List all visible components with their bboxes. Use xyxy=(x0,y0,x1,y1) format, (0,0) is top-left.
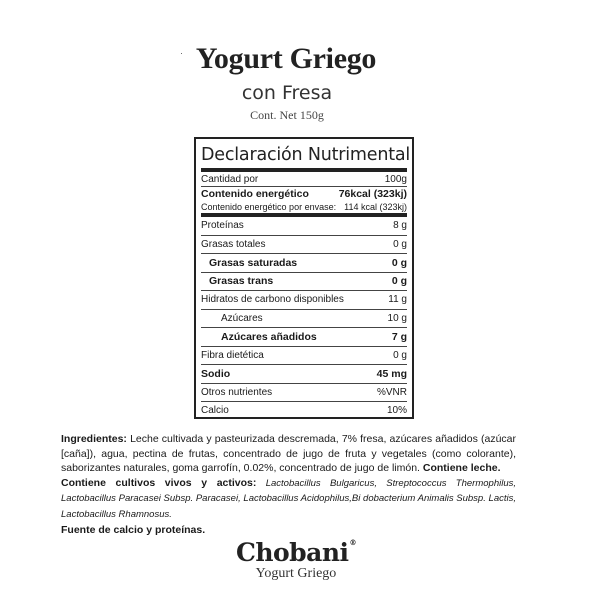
nutrient-row-calcio xyxy=(201,402,407,420)
registered-mark: ® xyxy=(349,538,357,547)
serving-value: 100g xyxy=(384,173,407,185)
nutrient-label: Grasas saturadas xyxy=(209,256,298,269)
nutrient-label: Calcio xyxy=(201,405,229,417)
nutrient-label: Azúcares añadidos xyxy=(221,330,317,343)
product-subtitle: con Fresa xyxy=(241,82,333,104)
net-content: Cont. Net 150g xyxy=(250,108,324,122)
nutrient-value: 7 g xyxy=(391,330,407,343)
nutrient-label: Hidratos de carbono disponibles xyxy=(201,294,344,306)
allergen-note: Contiene leche. xyxy=(422,462,501,475)
nutrition-panel xyxy=(194,137,414,419)
nutrient-value: 0 g xyxy=(391,275,407,288)
brand-name: Chobani xyxy=(235,538,349,567)
nutrition-title: Declaración Nutrimental xyxy=(201,145,411,165)
nutrient-row-grasas-saturadas xyxy=(201,254,407,273)
nutrient-row-otros xyxy=(201,384,407,403)
nutrient-row-fibra xyxy=(201,347,407,366)
energy-row xyxy=(201,187,407,200)
ingredients-label: Ingredientes: xyxy=(61,433,127,445)
serving-row xyxy=(201,172,407,187)
nutrient-label: Azúcares xyxy=(221,312,263,324)
energy-package-value: 114 kcal (323kj) xyxy=(344,201,407,212)
nutrient-value: 10% xyxy=(386,405,407,417)
cultures-paragraph xyxy=(61,476,516,523)
nutrient-value: 0 g xyxy=(393,349,407,361)
energy-value: 76kcal (323kj) xyxy=(338,187,407,200)
nutrient-label: Sodio xyxy=(201,367,231,380)
nutrient-label: Fibra dietética xyxy=(201,349,264,361)
brand-logo xyxy=(0,538,596,567)
cultures-text: Lactobacillus Bulgaricus, Streptococcus Thermophilus, Lactobacillus Paracasei Subsp. Paracasei, Lactobacillus Acidophilus,Bi dobacterium Animalis Subsp. Lactis, Lactobacillus Rhamnosus. xyxy=(61,477,516,520)
source-paragraph xyxy=(61,523,516,538)
nutrient-label: Grasas totales xyxy=(201,238,266,250)
nutrient-value: 0 g xyxy=(391,256,407,269)
nutrient-row-azucares xyxy=(201,310,407,329)
nutrient-value: 8 g xyxy=(393,220,407,232)
nutrient-row-hidratos xyxy=(201,291,407,310)
ingredients-paragraph xyxy=(61,432,516,476)
serving-label: Cantidad por xyxy=(201,173,259,185)
nutrient-row-azucares-anadidos xyxy=(201,328,407,347)
nutrient-label: Otros nutrientes xyxy=(201,386,273,398)
product-title: Yogurt Griego xyxy=(195,42,377,75)
nutrient-row-proteinas xyxy=(201,217,407,236)
source-note: Fuente de calcio y proteínas. xyxy=(61,523,206,536)
nutrient-row-grasas-totales xyxy=(201,236,407,255)
ingredients-text: Leche cultivada y pasteurizada descremada, 7% fresa, azúcares añadidos (azúcar [caña]), agua, pectina de frutas, concentrado de jugo de fruta y vegetales (como colorante), saborizantes naturales, goma garrofín, 0.02%, concentrado de jugo de limón. xyxy=(61,433,516,475)
nutrient-value: 0 g xyxy=(393,238,407,250)
nutrient-row-grasas-trans xyxy=(201,273,407,292)
nutrient-label: Proteínas xyxy=(201,220,244,232)
cultures-label: Contiene cultivos vivos y activos: xyxy=(61,476,257,489)
decorative-dot: · xyxy=(180,48,183,58)
ingredients-block xyxy=(61,432,516,537)
nutrient-value: 45 mg xyxy=(376,367,407,380)
energy-package-label: Contenido energético por envase: xyxy=(201,201,337,212)
nutrient-value: %VNR xyxy=(376,386,407,398)
nutrient-value: 11 g xyxy=(388,294,407,306)
nutrient-value: 10 g xyxy=(387,312,407,324)
brand-subtitle: Yogurt Griego xyxy=(255,566,337,581)
nutrient-label: Grasas trans xyxy=(209,275,274,288)
nutrient-row-sodio xyxy=(201,365,407,384)
energy-package-row xyxy=(201,200,407,213)
energy-label: Contenido energético xyxy=(201,187,309,200)
